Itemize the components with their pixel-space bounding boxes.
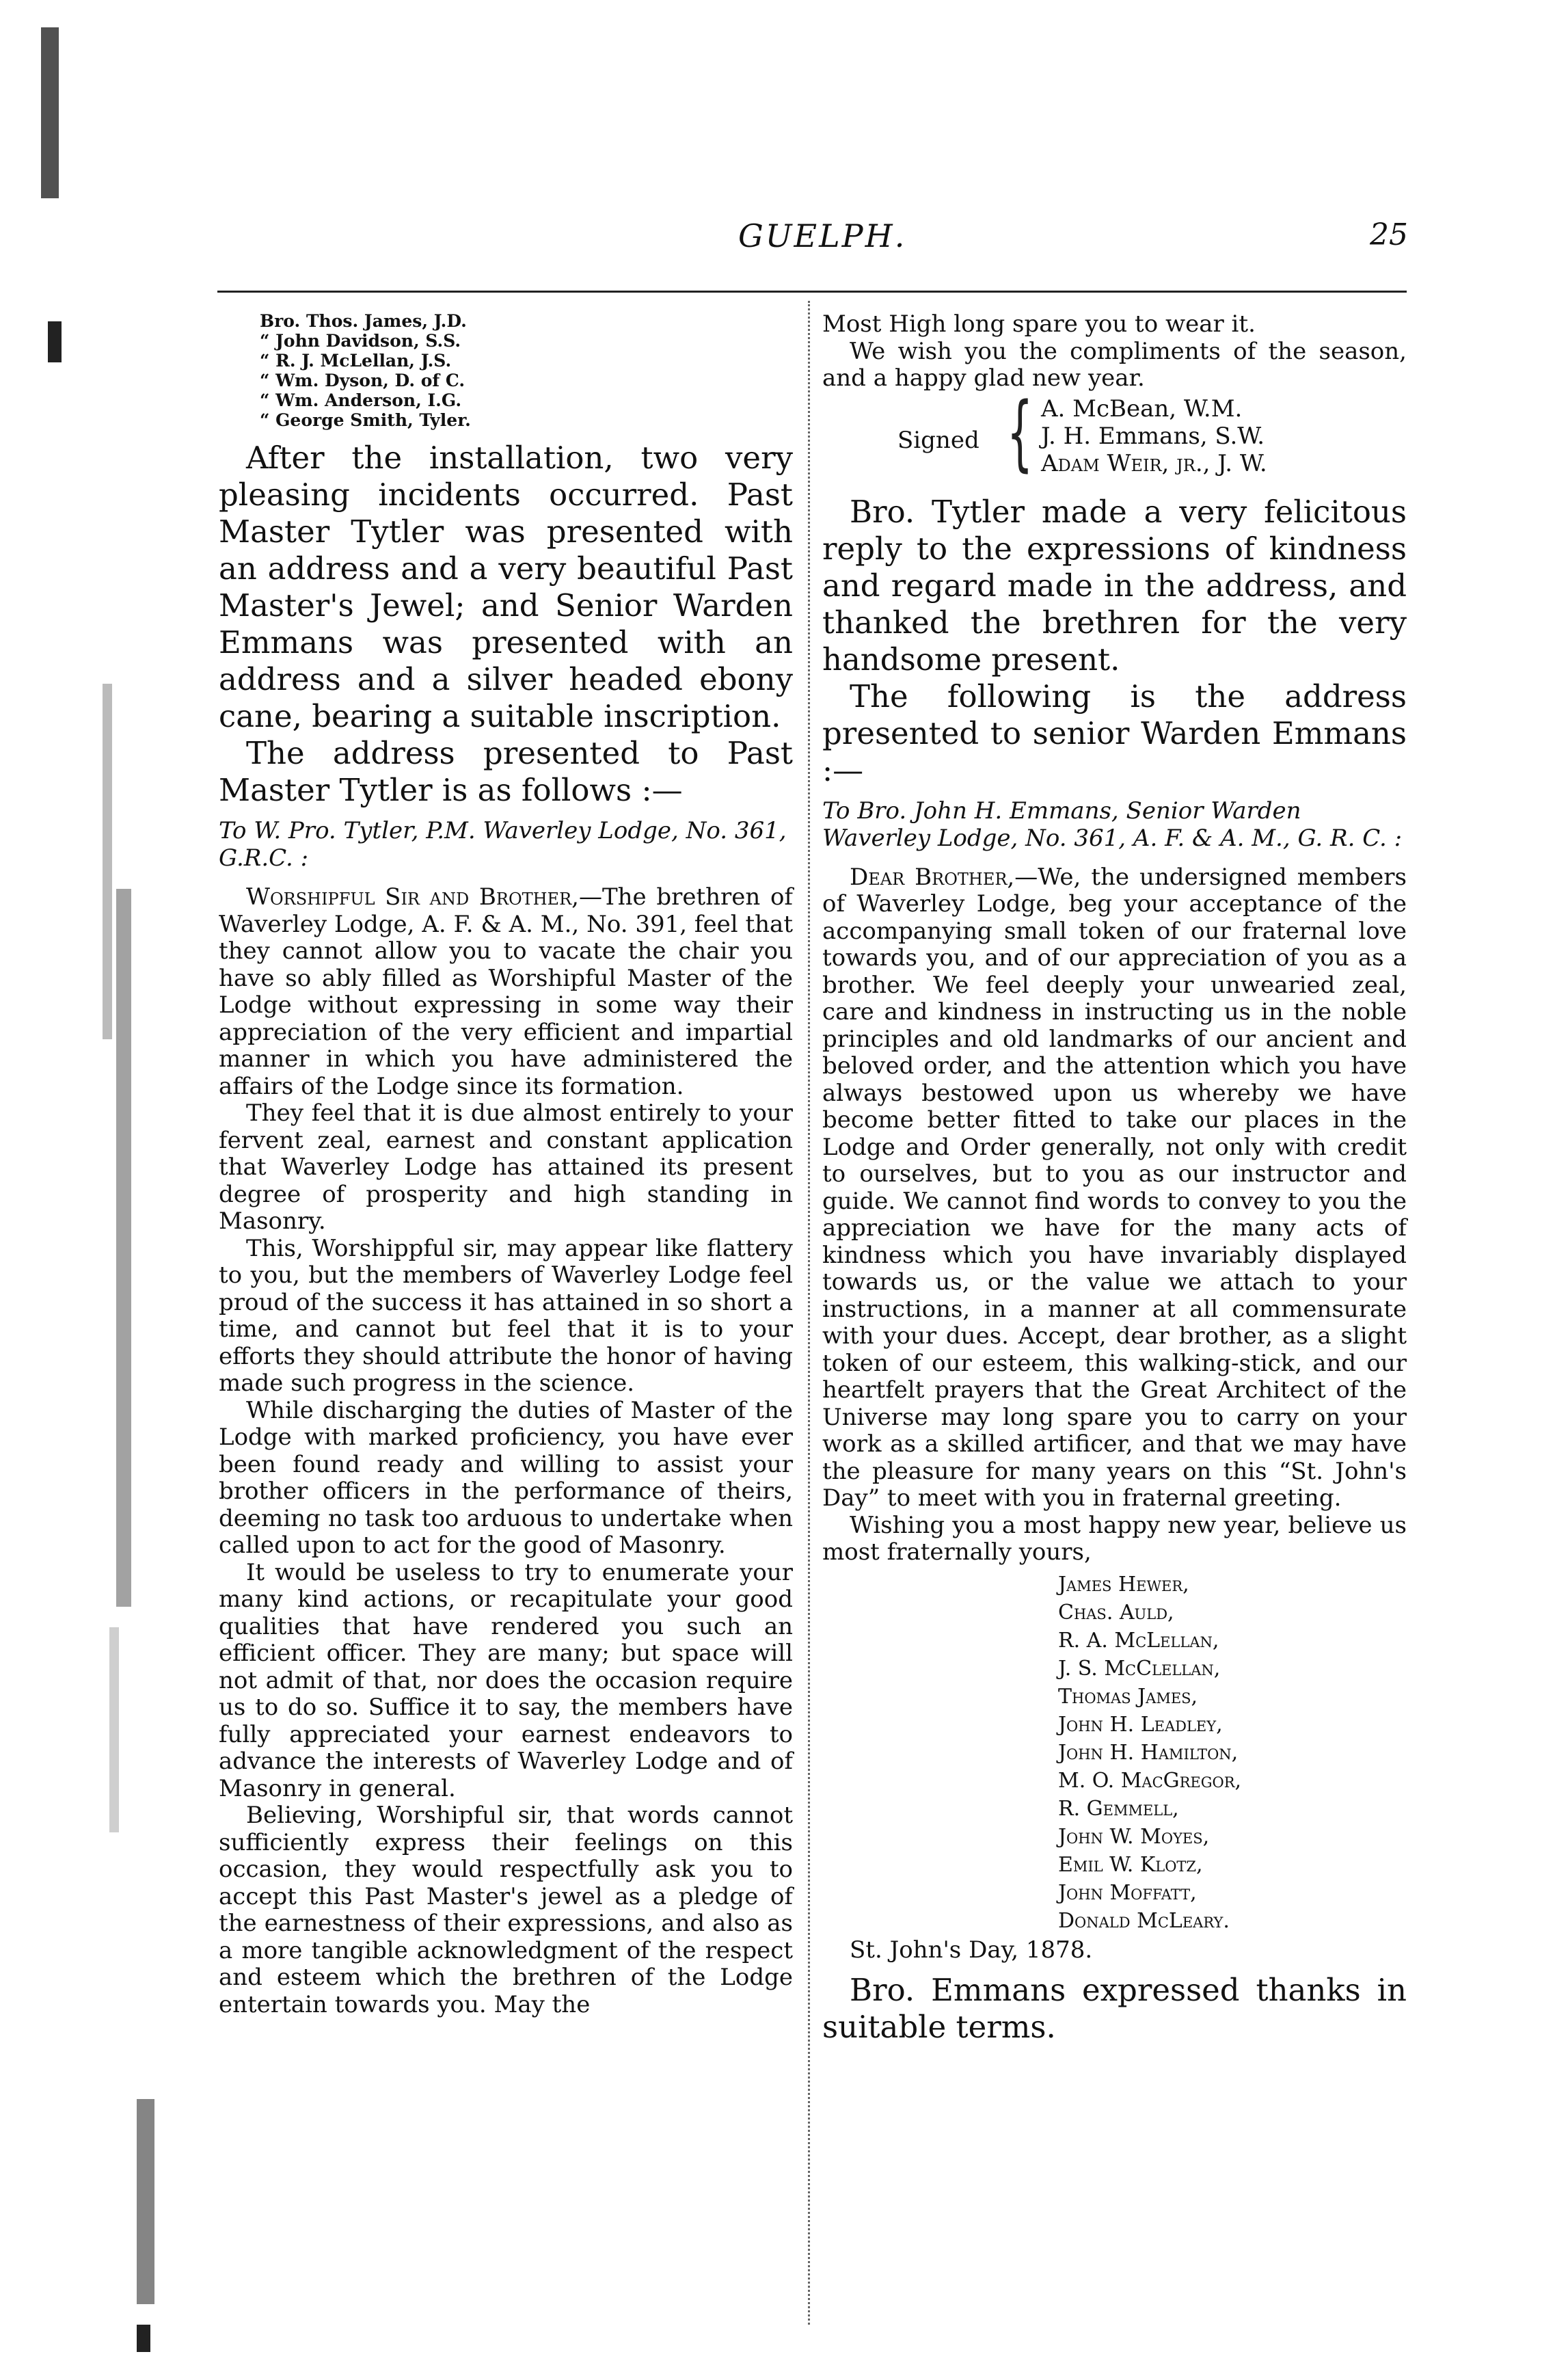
signer-line: Adam Weir, jr., J. W. <box>1041 449 1267 477</box>
officer-line: “ John Davidson, S.S. <box>260 331 461 351</box>
column-divider <box>808 301 811 2325</box>
address-paragraph <box>219 884 793 1100</box>
signer-line: A. McBean, W.M. <box>1041 395 1243 423</box>
signer-line: J. H. Emmans, S.W. <box>1041 422 1265 450</box>
officer-line: “ George Smith, Tyler. <box>260 410 471 430</box>
signatory-name: John W. Moyes, <box>1058 1824 1210 1849</box>
running-head <box>205 217 1408 265</box>
address-paragraph: While discharging the duties of Master of the Lodge with marked proficiency, you have ever been found ready and willing to assist your brother officers in the performance of theirs, deeming no task too arduous to undertake when called upon to act for the good of Masonry. <box>219 1396 793 1559</box>
page-number: 25 <box>1370 217 1408 252</box>
signatory-name: M. O. MacGregor, <box>1058 1768 1242 1793</box>
salutation-tytler: To W. Pro. Tytler, P.M. Waverley Lodge, No. 361, G.R.C. : <box>219 817 787 872</box>
signatories-list <box>1058 1571 1407 1935</box>
left-column <box>219 311 793 2018</box>
header-rule <box>217 291 1407 293</box>
paragraph-installation: After the installation, two very pleasing incidents occurred. Past Master Tytler was presented with an address and a very beautiful Past Master's Jewel; and Senior Warden Emmans was presented with an address and a silver headed ebony cane, bearing a suitable inscription. <box>219 440 793 734</box>
running-title: GUELPH. <box>738 217 907 254</box>
signatory-name: J. S. McClellan, <box>1058 1656 1221 1681</box>
officer-line: “ Wm. Anderson, I.G. <box>260 390 462 410</box>
address-text: —The brethren of Waverley Lodge, A. F. & A. M., No. 391, feel that they cannot allow you to vacate the chair you have so ably filled as Worshipful Master of the Lodge without expressing in some way their appreciation of the very efficient and impartial manner in which you have administered the affairs of the Lodge since its formation. <box>219 883 793 1100</box>
signatory-name: John Moffatt, <box>1058 1880 1197 1905</box>
signed-label: Signed <box>897 426 979 454</box>
address2-paragraph <box>822 864 1407 1512</box>
signatory-name: Emil W. Klotz, <box>1058 1852 1203 1877</box>
signatory-name: John H. Hamilton, <box>1058 1740 1239 1765</box>
signatory-name: John H. Leadley, <box>1058 1712 1223 1737</box>
paragraph-final: Bro. Emmans expressed thanks in suitable terms. <box>822 1971 1407 2045</box>
continuation-line: Most High long spare you to wear it. <box>822 310 1256 338</box>
closing-date: St. John's Day, 1878. <box>850 1936 1093 1964</box>
address-paragraph: They feel that it is due almost entirely to your fervent zeal, earnest and constant application that Waverley Lodge has attained its present degree of prosperity and high standing in Masonry. <box>219 1099 793 1235</box>
address2-closing: Wishing you a most happy new year, believe us most fraternally yours, <box>822 1511 1407 1566</box>
signatory-name: Chas. Auld, <box>1058 1600 1174 1625</box>
address2-opening: Dear Brother, <box>850 863 1015 891</box>
right-column <box>822 311 1407 2046</box>
signatory-name: Thomas James, <box>1058 1684 1198 1709</box>
paragraph-wish: We wish you the compliments of the season, and a happy glad new year. <box>822 337 1407 392</box>
address-opening: Worshipful Sir and Brother, <box>246 883 579 911</box>
paragraph-reply: Bro. Tytler made a very felicitous reply to the expressions of kindness and regard made in the address, and thanked the brethren for the very handsome present. <box>822 493 1407 678</box>
signatory-name: James Hewer, <box>1058 1572 1189 1596</box>
scanned-page-edge <box>0 0 164 2365</box>
paragraph-address-intro: The address presented to Past Master Tytler is as follows :— <box>219 735 793 808</box>
paragraph-second-intro: The following is the address presented to senior Warden Emmans :— <box>822 678 1407 788</box>
signers-list <box>1041 395 1267 477</box>
address-paragraph: It would be useless to try to enumerate your many kind actions, or recapitulate your good qualities that have rendered you such an efficient officer. They are many; but space will not admit of that, nor does the occasion require us to do so. Suffice it to say, the members have fully appreciated your earnest endeavors to advance the interests of Waverley Lodge and of Masonry in general. <box>219 1558 793 1802</box>
address-paragraph: Believing, Worshipful sir, that words cannot sufficiently express their feelings on this occasion, they would respectfully ask you to accept this Past Master's jewel as a pledge of the earnestness of their expressions, and also as a more tangible acknowledgment of the respect and esteem which the brethren of the Lodge entertain towards you. May the <box>219 1802 793 2018</box>
signatory-name: Donald McLeary. <box>1058 1908 1230 1933</box>
brace-glyph: { <box>1007 385 1033 481</box>
officers-list <box>260 311 793 430</box>
signatory-name: R. Gemmell, <box>1058 1796 1179 1821</box>
address2-text: —We, the undersigned members of Waverley Lodge, beg your acceptance of the accompanying small token of our fraternal love towards you, and of our appreciation of you as a brother. We feel deeply your unwearied zeal, care and kindness in instructing us in the noble principles and old landmarks of our ancient and beloved order, and the attention which you have always bestowed upon us whereby we have become better fitted to take our places in the Lodge and Order generally, not only with credit to ourselves, but to you as our instructor and guide. We cannot find words to convey to you the appreciation we have for the many acts of kindness which you have invariably displayed towards us, or the value we attach to your instructions, in a manner at all commensurate with your dues. Accept, dear brother, as a slight token of our esteem, this walking-stick, and our heartfelt prayers that the Great Architect of the Universe may long spare you to carry on your work as a skilled artificer, and that we may have the pleasure for many years on this “St. John's Day” to meet with you in fraternal greeting. <box>822 863 1407 1512</box>
officer-line: “ R. J. McLellan, J.S. <box>260 351 452 371</box>
address-paragraph: This, Worshippful sir, may appear like flattery to you, but the members of Waverley Lodge feel proud of the success it has attained in so short a time, and cannot but feel that it is to your efforts they should attribute the honor of having made such progress in the science. <box>219 1234 793 1397</box>
officer-line: “ Wm. Dyson, D. of C. <box>260 371 465 390</box>
salutation-emmans: To Bro. John H. Emmans, Senior Warden Waverley Lodge, No. 361, A. F. & A. M., G. R. C. : <box>822 797 1403 852</box>
officer-line: Bro. Thos. James, J.D. <box>260 311 467 331</box>
signatory-name: R. A. McLellan, <box>1058 1628 1219 1653</box>
signature-block <box>822 385 1407 488</box>
